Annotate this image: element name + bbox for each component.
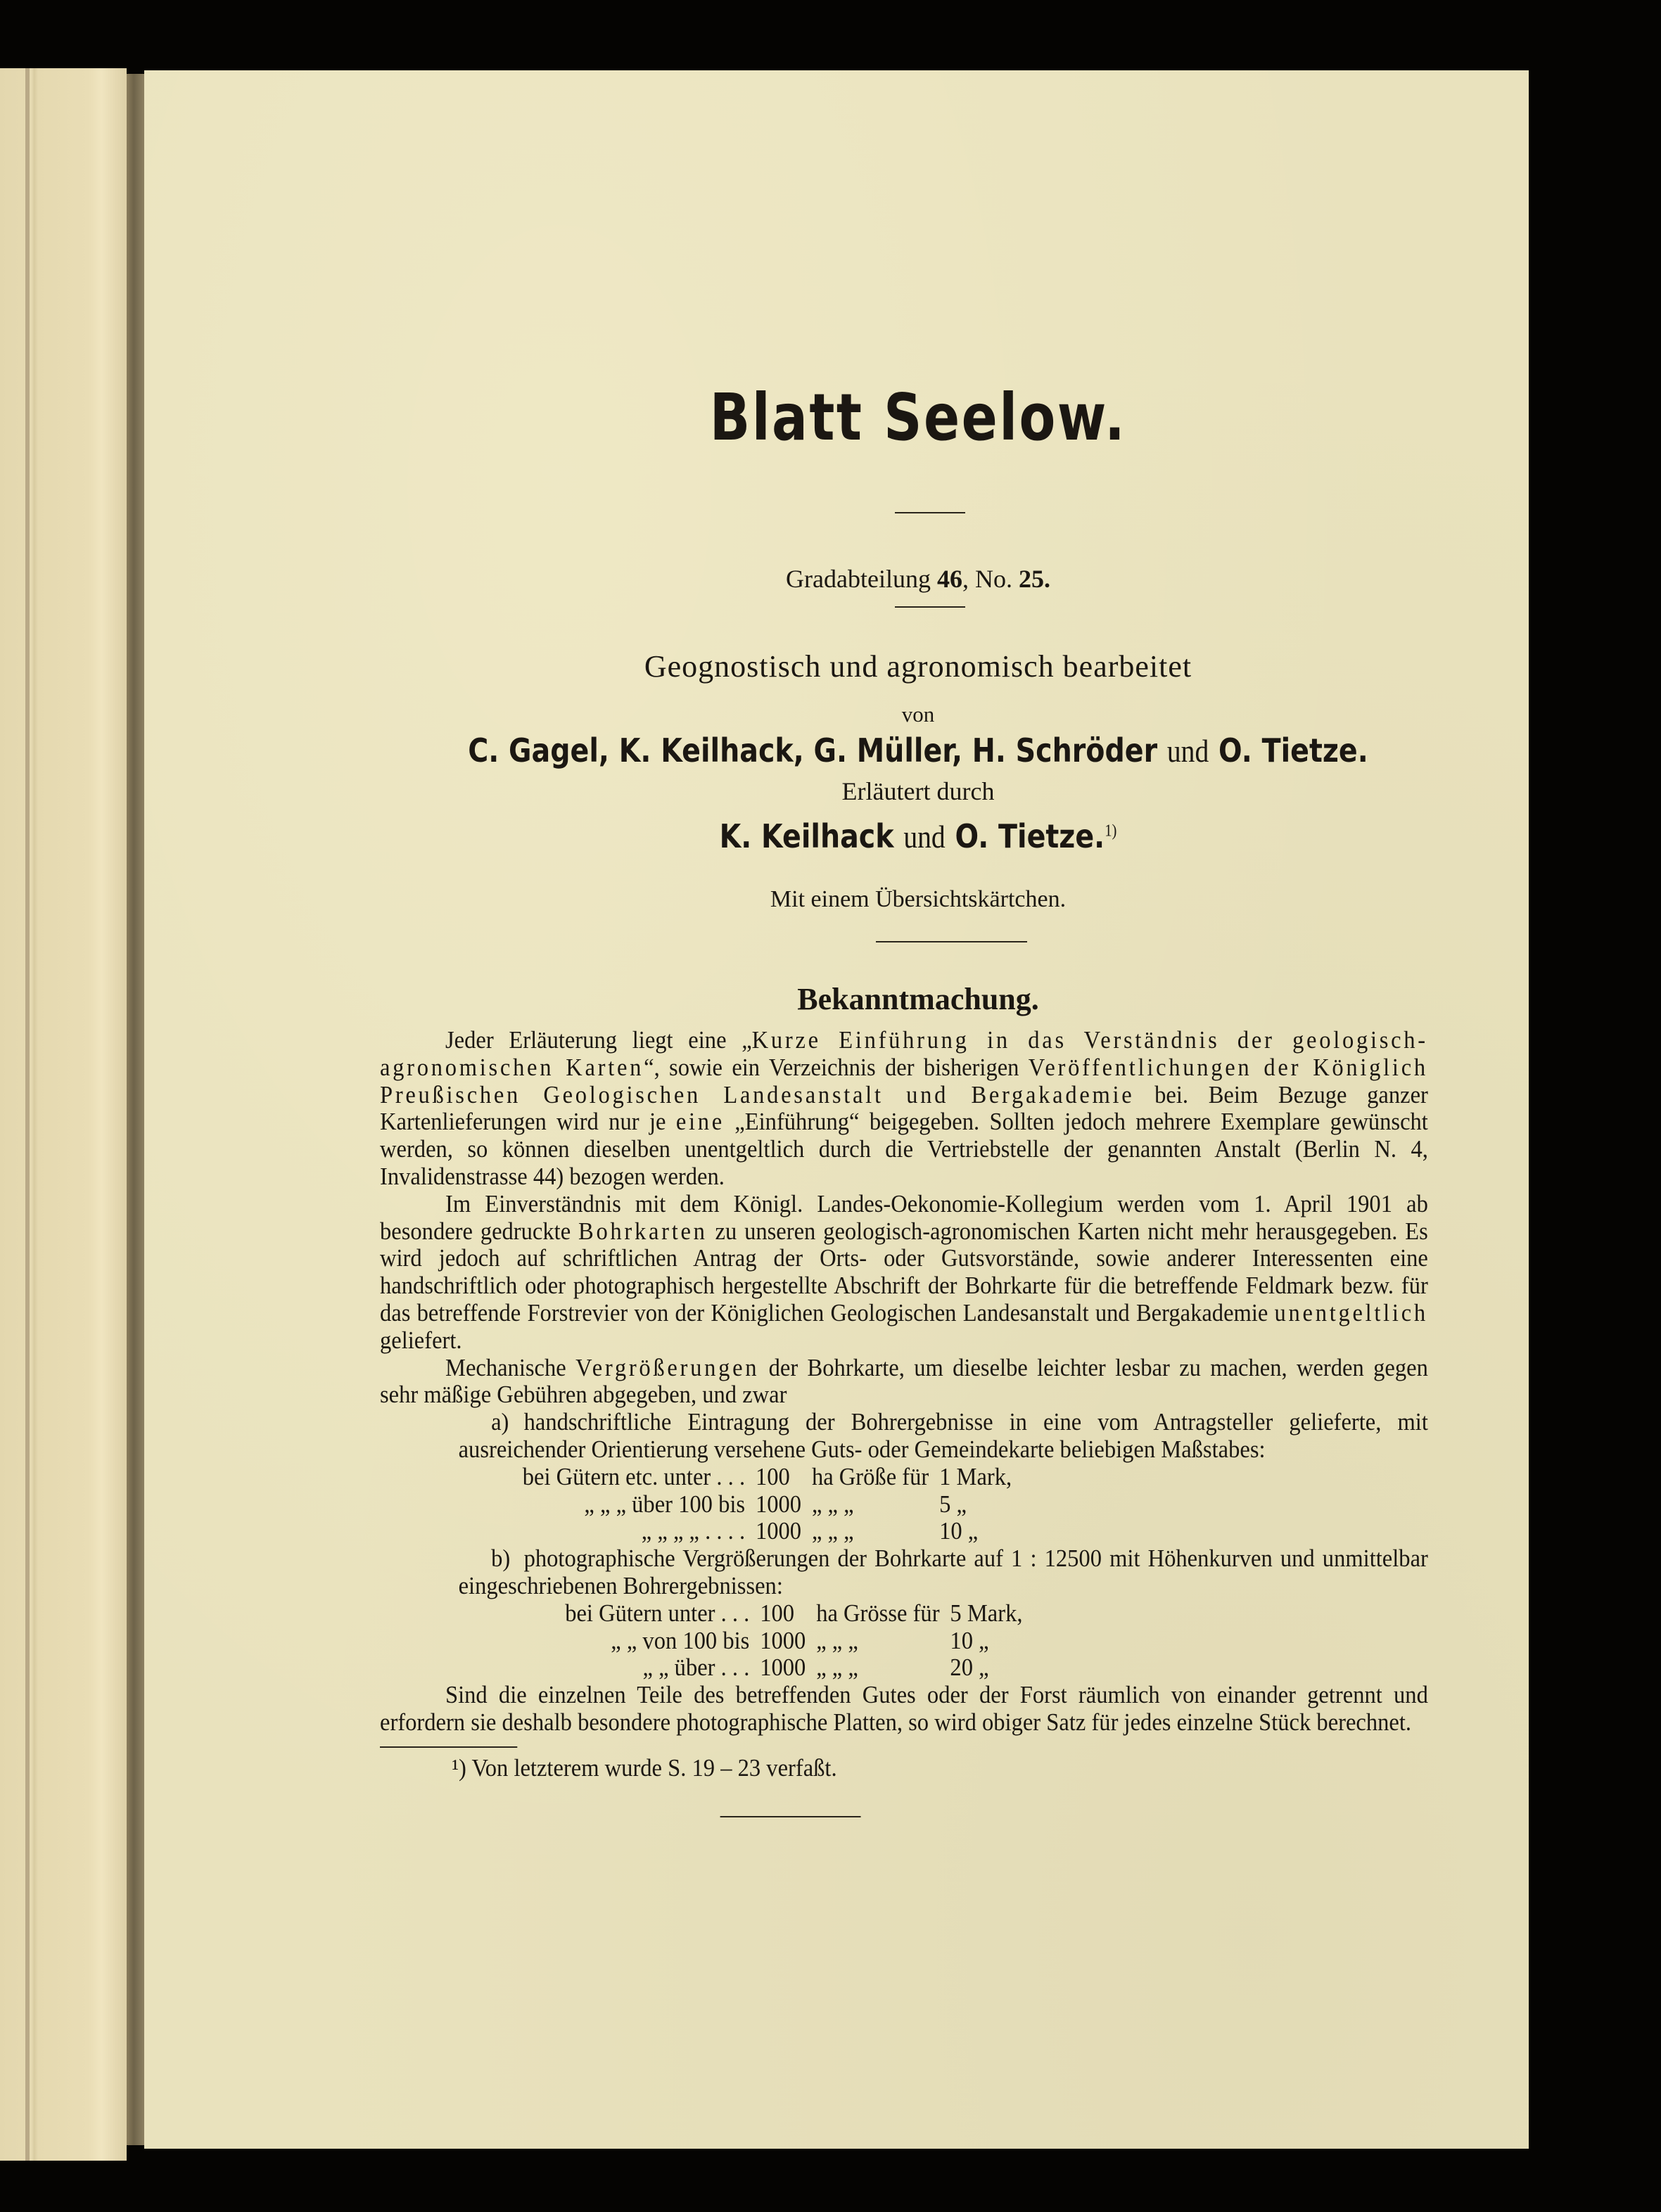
fee-table-a xyxy=(517,1464,1017,1545)
table-cell: „ „ „ xyxy=(816,1626,858,1654)
footnote-marker: 1) xyxy=(1105,821,1117,840)
text-run: “, sowie ein Verzeichnis der bisherigen xyxy=(644,1053,1029,1081)
table-cell: „ „ „ „ . . . . xyxy=(641,1517,746,1545)
table-cell: 1 Mark, xyxy=(939,1462,1012,1490)
footnote: ¹) Von letzterem wurde S. 19 – 23 verfaßt. xyxy=(452,1753,837,1782)
table-row xyxy=(560,1654,1028,1682)
table-cell: „ „ von 100 bis xyxy=(611,1626,750,1654)
table-cell: „ „ „ xyxy=(811,1517,854,1545)
list-item-a xyxy=(380,1409,1428,1464)
paragraph-3 xyxy=(380,1355,1428,1409)
section-divider xyxy=(876,941,1027,942)
sheet-number: 25. xyxy=(1018,565,1050,593)
table-cell: 5 Mark, xyxy=(950,1599,1023,1627)
text-run: bei. Beim Bezuge ganzer Kartenlieferungen wird nur je xyxy=(380,1080,1428,1136)
footnote-divider xyxy=(380,1746,517,1748)
table-cell: 1000 xyxy=(755,1517,802,1545)
text-run: Jeder Erläuterung liegt eine „ xyxy=(445,1026,752,1054)
table-cell: 10 „ xyxy=(939,1517,979,1545)
table-row xyxy=(560,1600,1028,1628)
end-divider xyxy=(720,1816,861,1817)
emphasis-run: Vergrößerungen xyxy=(575,1353,760,1381)
title-divider xyxy=(895,512,965,513)
table-cell: „ „ über . . . xyxy=(642,1654,750,1682)
table-cell: bei Gütern etc. unter . . . xyxy=(522,1462,746,1490)
gradabteilung-number: 46 xyxy=(936,565,962,593)
emphasis-run: Veröffentlichungen der Königlich Preußischen Geologischen Landesanstalt und Bergakademie xyxy=(380,1053,1428,1108)
table-cell: 1000 xyxy=(760,1626,806,1654)
map-note: Mit einem Übersichtskärtchen. xyxy=(770,886,1067,912)
previous-pages-edge xyxy=(0,68,127,2161)
text-run: der Bohrkarte, um dieselbe leichter lesbar zu machen, werden gegen sehr mäßige Gebühren abgegeben, und zwar xyxy=(380,1353,1428,1409)
table-row xyxy=(560,1628,1028,1655)
list-item-b xyxy=(380,1545,1428,1600)
page-title: Blatt Seelow. xyxy=(709,380,1127,455)
text-run: geliefert. xyxy=(380,1326,462,1354)
subtitle: Geognostisch und agronomisch bearbeitet xyxy=(644,649,1192,684)
table-cell: bei Gütern unter . . . xyxy=(565,1599,750,1627)
author-names: C. Gagel, K. Keilhack, G. Müller, H. Schröder xyxy=(468,731,1158,769)
list-item-text: handschriftliche Eintragung der Bohrergebnisse in eine vom Antragsteller gelieferte, mit ausreichender Orientierung versehene Guts- oder Gemeindekarte beliebigen Maßstabes: xyxy=(458,1408,1428,1463)
table-cell: 100 xyxy=(755,1462,790,1490)
table-cell: ha Größe für xyxy=(811,1462,929,1490)
table-cell: „ „ „ xyxy=(811,1490,854,1518)
table-cell: „ „ „ über 100 bis xyxy=(584,1490,746,1518)
table-cell: 100 xyxy=(760,1599,795,1627)
list-item-text: photographische Vergrößerungen der Bohrkarte auf 1 : 12500 mit Höhenkurven und unmittelbar eingeschriebenen Bohrergebnissen: xyxy=(458,1545,1428,1599)
text-run: Im Einverständnis mit dem Königl. Landes-Oekonomie-Kollegium werden vom 1. April 1901 ab besondere gedruckte xyxy=(380,1189,1428,1245)
document-page xyxy=(144,70,1529,2149)
explainers-und: und xyxy=(903,819,946,855)
table-row xyxy=(517,1491,1017,1519)
fee-table-b xyxy=(560,1600,1028,1682)
explainer-last: O. Tietze. xyxy=(955,817,1105,855)
authors-und: und xyxy=(1166,733,1209,769)
paragraph-1 xyxy=(380,1027,1428,1191)
emphasis-run: Bohrkarten xyxy=(578,1217,708,1245)
table-cell: 1000 xyxy=(760,1654,806,1682)
table-cell: 5 „ xyxy=(939,1490,967,1518)
page-edge-line xyxy=(25,68,30,2161)
table-cell: 10 „ xyxy=(950,1626,989,1654)
paragraph-2 xyxy=(380,1191,1428,1355)
author-last: O. Tietze. xyxy=(1218,731,1368,769)
emphasis-run: Kurze Einführung in das Verständnis der geologisch-agronomischen Karten xyxy=(380,1026,1428,1081)
text-run: zu unseren geologisch-agronomischen Karten nicht mehr herausgegeben. Es wird jedoch auf schriftlichen Antrag der Orts- oder Gutsvorstände, sowie anderer Interessenten eine handschriftlich oder photographisch hergestellte Abschrift der Bohrkarte für die betreffende Feldmark bezw. für das betreffende Forstrevier von der Königlichen Geologischen Landesanstalt und Bergakademie xyxy=(380,1217,1428,1326)
gradabteilung-separator: , No. xyxy=(962,565,1012,593)
explainers-line xyxy=(455,817,1381,855)
table-cell: ha Grösse für xyxy=(816,1599,940,1627)
table-cell: „ „ „ xyxy=(816,1654,858,1682)
text-run: Mechanische xyxy=(445,1353,576,1381)
list-marker: a) xyxy=(491,1408,509,1436)
erlaeutert-label: Erläutert durch xyxy=(841,777,995,805)
section-heading: Bekanntmachung. xyxy=(797,982,1039,1016)
table-row xyxy=(517,1464,1017,1491)
gradabteilung-divider xyxy=(895,606,965,608)
table-cell: 1000 xyxy=(755,1490,802,1518)
announcement-body xyxy=(380,1027,1428,1817)
book-gutter xyxy=(127,74,144,2145)
von-label: von xyxy=(901,702,935,727)
emphasis-run: unentgeltlich xyxy=(1274,1298,1428,1326)
list-marker: b) xyxy=(491,1545,511,1573)
gradabteilung-label: Gradabteilung xyxy=(786,565,931,593)
gradabteilung-line xyxy=(380,564,1456,594)
table-row xyxy=(517,1518,1017,1545)
text-run: „Einführung“ beigegeben. Sollten jedoch mehrere Exemplare gewünscht werden, so können dieselben unentgeltlich durch die Vertriebstelle der genannten Anstalt (Berlin N. 4, Invalidenstrasse 44) bezogen werden. xyxy=(380,1108,1428,1190)
explainer-first: K. Keilhack xyxy=(719,817,894,855)
authors-line xyxy=(455,731,1381,769)
table-cell: 20 „ xyxy=(950,1654,989,1682)
emphasis-run: eine xyxy=(675,1108,725,1136)
closing-paragraph: Sind die einzelnen Teile des betreffenden Gutes oder der Forst räumlich von einander getrennt und erfordern sie deshalb besondere photographische Platten, so wird obiger Satz für jedes einzelne Stück berechnet. xyxy=(380,1681,1428,1736)
